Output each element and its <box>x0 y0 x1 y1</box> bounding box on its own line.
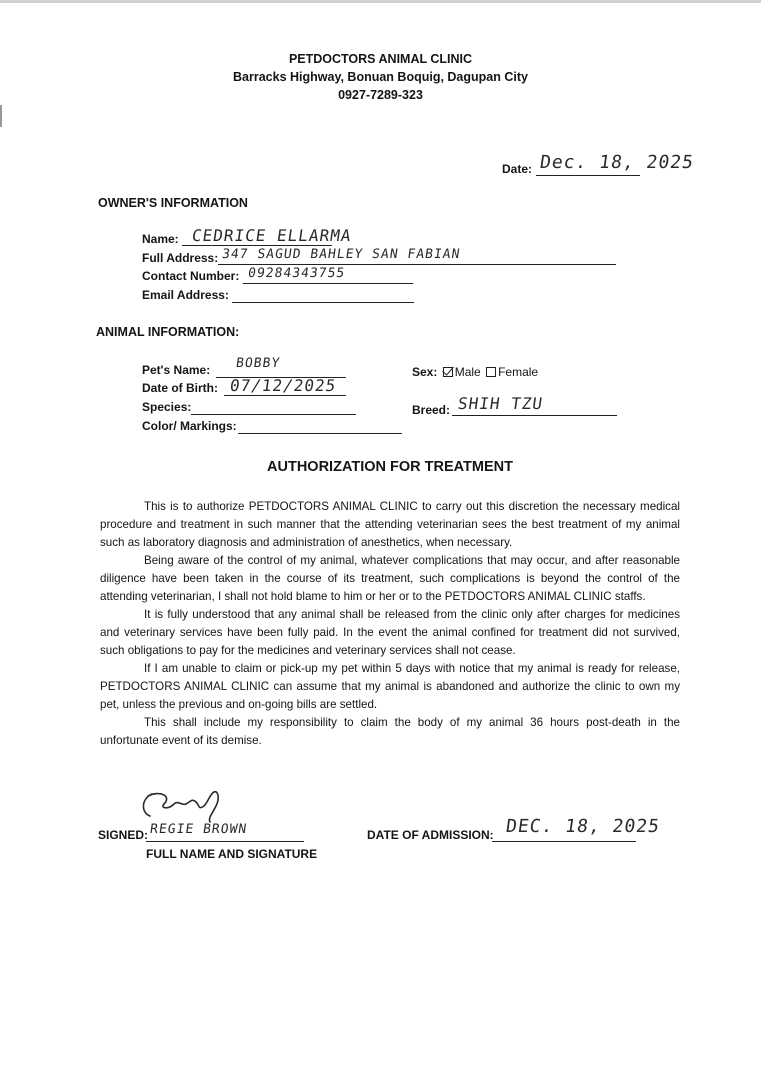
owner-contact-value[interactable]: 09284343755 <box>246 266 347 281</box>
dob-value[interactable]: 07/12/2025 <box>228 376 338 395</box>
clinic-phone: 0927-7289-323 <box>338 88 423 102</box>
species-label: Species: <box>142 400 192 414</box>
authorization-body <box>100 498 680 750</box>
owner-address-line <box>218 264 616 265</box>
owner-name-value[interactable]: CEDRICE ELLARMA <box>190 226 353 245</box>
pet-name-label: Pet's Name: <box>142 363 211 377</box>
clinic-name: PETDOCTORS ANIMAL CLINIC <box>288 52 473 66</box>
sex-label: Sex: <box>412 365 438 379</box>
owner-email-line <box>232 302 414 303</box>
owner-name-label: Name: <box>142 232 179 246</box>
signature-caption: FULL NAME AND SIGNATURE <box>146 847 318 861</box>
signed-label: SIGNED: <box>98 828 149 842</box>
owner-email-label: Email Address: <box>142 288 229 302</box>
signature-mark <box>138 788 228 824</box>
authorization-paragraph: If I am unable to claim or pick-up my pet within 5 days with notice that my animal is ready for release, PETDOCTORS ANIMAL CLINIC can assume that my animal is abandoned and authorize the clinic to own my pet, unless the previous and on-going bills are settled. <box>100 662 680 711</box>
scan-mark <box>0 105 2 127</box>
color-line <box>238 433 402 434</box>
signed-line <box>146 841 304 842</box>
scan-edge <box>0 0 761 3</box>
admission-label: DATE OF ADMISSION: <box>367 828 494 842</box>
admission-line <box>492 841 636 842</box>
signed-name[interactable]: REGIE BROWN <box>148 822 249 837</box>
sex-male-checkbox[interactable] <box>443 367 453 377</box>
dob-line <box>224 395 346 396</box>
pet-name-value[interactable]: BOBBY <box>234 356 282 371</box>
dob-label: Date of Birth: <box>142 381 218 395</box>
clinic-address: Barracks Highway, Bonuan Boquig, Dagupan City <box>233 70 528 84</box>
admission-value[interactable]: DEC. 18, 2025 <box>504 816 662 837</box>
breed-line <box>452 415 617 416</box>
sex-field <box>412 365 538 379</box>
authorization-paragraph: This shall include my responsibility to claim the body of my animal 36 hours post-death in the unfortunate event of its demise. <box>100 716 680 747</box>
breed-label: Breed: <box>412 403 451 417</box>
owner-address-label: Full Address: <box>142 251 219 265</box>
date-label: Date: <box>502 162 533 176</box>
sex-female-label: Female <box>498 365 539 379</box>
owner-name-line <box>182 245 332 246</box>
date-value[interactable]: Dec. 18, 2025 <box>538 152 696 173</box>
authorization-paragraph: This is to authorize PETDOCTORS ANIMAL CLINIC to carry out this discretion the necessary medical procedure and treatment in such manner that the attending veterinarian sees the best treatment of my animal such as laboratory diagnosis and administration of anesthetics, when necessary. <box>100 500 680 549</box>
authorization-paragraph: Being aware of the control of my animal, whatever complications that may occur, and after reasonable diligence have been taken in the course of its treatment, such complications is beyond the control of the attending veterinarian, I shall not hold blame to him or her or to the PETDOCTORS ANIMAL CLINIC staffs. <box>100 554 680 603</box>
color-label: Color/ Markings: <box>142 419 237 433</box>
animal-heading: ANIMAL INFORMATION: <box>96 325 240 339</box>
authorization-title: AUTHORIZATION FOR TREATMENT <box>267 459 513 475</box>
owner-heading: OWNER'S INFORMATION <box>98 196 248 210</box>
species-line <box>191 414 356 415</box>
sex-male-label: Male <box>454 365 481 379</box>
owner-contact-label: Contact Number: <box>142 269 240 283</box>
owner-address-value[interactable]: 347 SAGUD BAHLEY SAN FABIAN <box>220 247 462 262</box>
date-line <box>536 175 640 176</box>
authorization-paragraph: It is fully understood that any animal shall be released from the clinic only after charges for medicines and veterinary services have been fully paid. In the event the animal confined for treatment did not survived, such obligations to pay for the medicines and veterinary services shall not cease. <box>100 608 680 657</box>
owner-contact-line <box>243 283 413 284</box>
breed-value[interactable]: SHIH TZU <box>456 394 545 413</box>
sex-female-checkbox[interactable] <box>486 367 496 377</box>
